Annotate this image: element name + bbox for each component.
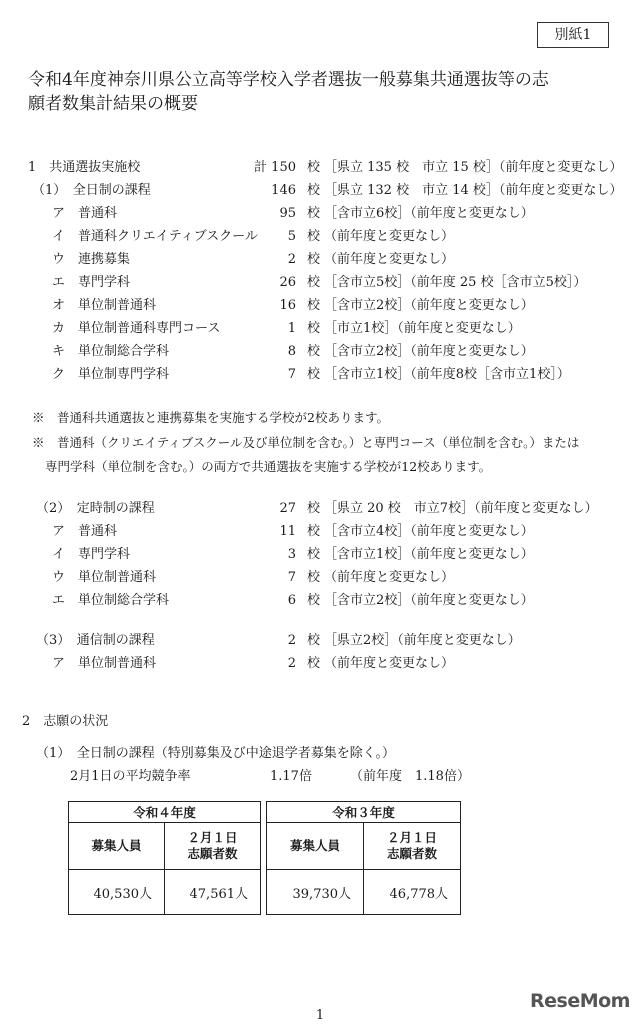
- zennichi-count: 146: [271, 183, 296, 198]
- list-item-detail: ［含市立2校］（前年度と変更なし）: [324, 344, 534, 359]
- page-title-line2: 願者数集計結果の概要: [28, 94, 198, 114]
- list-item-label: キ 単位制総合学科: [52, 344, 170, 359]
- list-item-label: ア 単位制普通科: [52, 656, 157, 671]
- list-item-detail: （前年度と変更なし）: [324, 656, 455, 671]
- teiji-detail: ［県立 20 校 市立7校］（前年度と変更なし）: [324, 501, 598, 516]
- list-item-label: ウ 連携募集: [52, 252, 131, 267]
- list-item-unit: 校: [307, 547, 321, 562]
- list-item-detail: ［含市立2校］（前年度と変更なし）: [324, 298, 534, 313]
- list-item-unit: 校: [307, 570, 321, 585]
- applicants-header-current: ２月１日 志願者数: [165, 823, 261, 870]
- list-item-count: 26: [279, 275, 296, 290]
- section2-sub: （1） 全日制の課程（特別募集及び中途退学者募集を除く。）: [36, 746, 396, 761]
- teiji-unit: 校: [307, 501, 321, 516]
- capacity-header-prev: 募集人員: [267, 823, 364, 870]
- current-capacity-cell: 40,530人: [69, 870, 165, 915]
- list-item-count: 2: [287, 252, 296, 267]
- list-item-label: エ 専門学科: [52, 275, 131, 290]
- list-item-detail: ［含市立4校］（前年度と変更なし）: [324, 524, 534, 539]
- list-item-detail: ［含市立2校］（前年度と変更なし）: [324, 593, 534, 608]
- zennichi-heading: （1） 全日制の課程: [32, 183, 151, 198]
- attachment-badge: 別紙1: [537, 22, 609, 48]
- teiji-heading: （2） 定時制の課程: [36, 501, 155, 516]
- applicants-header-prev: ２月１日 志願者数: [364, 823, 461, 870]
- list-item-unit: 校: [307, 206, 321, 221]
- rate-value: 1.17倍: [270, 769, 312, 784]
- list-item-detail: ［含市立6校］（前年度と変更なし）: [324, 206, 534, 221]
- page-title-line1: 令和4年度神奈川県公立高等学校入学者選抜一般募集共通選抜等の志: [28, 70, 549, 90]
- list-item-unit: 校: [307, 524, 321, 539]
- section2-heading: 2 志願の状況: [22, 714, 109, 729]
- list-item-count: 95: [279, 206, 296, 221]
- list-item-label: ア 普通科: [52, 206, 118, 221]
- rate-prev: （前年度 1.18倍）: [350, 769, 470, 784]
- current-applicants-cell: 47,561人: [165, 870, 261, 915]
- capacity-header-current: 募集人員: [69, 823, 165, 870]
- list-item-label: イ 普通科クリエイティブスクール: [52, 229, 258, 244]
- list-item-label: ア 普通科: [52, 524, 118, 539]
- list-item-label: エ 単位制総合学科: [52, 593, 170, 608]
- list-item-detail: （前年度と変更なし）: [324, 252, 455, 267]
- list-item-label: オ 単位制普通科: [52, 298, 157, 313]
- list-item-label: ウ 単位制普通科: [52, 570, 157, 585]
- zennichi-unit: 校: [307, 183, 321, 198]
- list-item-count: 16: [279, 298, 296, 313]
- year-prev-header: 令和３年度: [267, 802, 461, 823]
- page-number: 1: [315, 1008, 325, 1023]
- list-item-count: 1: [287, 321, 296, 336]
- list-item-unit: 校: [307, 367, 321, 382]
- list-item-detail: ［含市立5校］（前年度 25 校［含市立5校］）: [324, 275, 587, 290]
- note-2-line2: 専門学科（単位制を含む。）の両方で共通選抜を実施する学校が12校あります。: [45, 459, 492, 474]
- list-item-unit: 校: [307, 593, 321, 608]
- list-item-unit: 校: [307, 656, 321, 671]
- list-item-detail: ［含市立1校］（前年度と変更なし）: [324, 547, 534, 562]
- list-item-count: 7: [287, 367, 296, 382]
- list-item-count: 8: [287, 344, 296, 359]
- list-item-unit: 校: [307, 229, 321, 244]
- list-item-unit: 校: [307, 298, 321, 313]
- list-item-label: カ 単位制普通科専門コース: [52, 321, 221, 336]
- list-item-label: ク 単位制専門学科: [52, 367, 170, 382]
- list-item-count: 2: [287, 656, 296, 671]
- list-item-unit: 校: [307, 344, 321, 359]
- prev-applicants-cell: 46,778人: [364, 870, 461, 915]
- section1-total: 計 150: [254, 160, 296, 175]
- note-2-line1: ※ 普通科（クリエイティブスクール及び単位制を含む。）と専門コース（単位制を含む。）または: [32, 435, 580, 450]
- tsushin-count: 2: [287, 633, 296, 648]
- list-item-detail: （前年度と変更なし）: [324, 570, 455, 585]
- section1-heading: 1 共通選抜実施校: [28, 160, 141, 175]
- tsushin-detail: ［県立2校］（前年度と変更なし）: [324, 633, 521, 648]
- teiji-count: 27: [279, 501, 296, 516]
- applicants-table: [68, 801, 461, 915]
- resemom-logo: ReseMom: [530, 990, 630, 1012]
- rate-label: 2月1日の平均競争率: [70, 769, 191, 784]
- section1-detail: ［県立 135 校 市立 15 校］（前年度と変更なし）: [324, 160, 623, 175]
- list-item-unit: 校: [307, 252, 321, 267]
- list-item-count: 6: [287, 593, 296, 608]
- tsushin-unit: 校: [307, 633, 321, 648]
- list-item-detail: ［含市立1校］（前年度8校［含市立1校］）: [324, 367, 570, 382]
- list-item-count: 5: [287, 229, 296, 244]
- list-item-count: 3: [287, 547, 296, 562]
- list-item-unit: 校: [307, 321, 321, 336]
- list-item-detail: （前年度と変更なし）: [324, 229, 455, 244]
- list-item-count: 7: [287, 570, 296, 585]
- zennichi-detail: ［県立 132 校 市立 14 校］（前年度と変更なし）: [324, 183, 623, 198]
- list-item-count: 11: [279, 524, 296, 539]
- year-current-header: 令和４年度: [69, 802, 261, 823]
- prev-capacity-cell: 39,730人: [267, 870, 364, 915]
- note-1: ※ 普通科共通選抜と連携募集を実施する学校が2校あります。: [32, 410, 389, 425]
- list-item-detail: ［市立1校］（前年度と変更なし）: [324, 321, 521, 336]
- section1-unit: 校: [307, 160, 321, 175]
- list-item-unit: 校: [307, 275, 321, 290]
- list-item-label: イ 専門学科: [52, 547, 131, 562]
- tsushin-heading: （3） 通信制の課程: [36, 633, 155, 648]
